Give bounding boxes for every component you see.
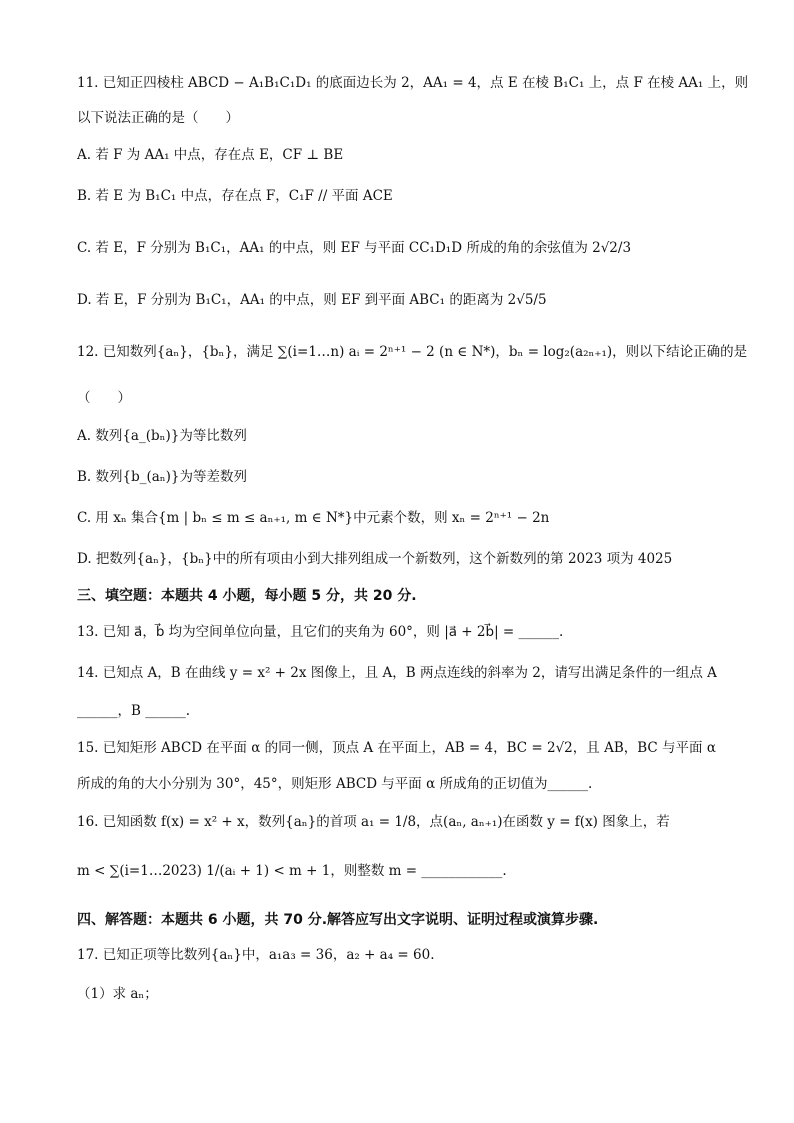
q11-stem-line1: 11. 已知正四棱柱 ABCD − A₁B₁C₁D₁ 的底面边长为 2，AA₁ = 4，点 E 在棱 B₁C₁ 上，点 F 在棱 AA₁ 上，则 bbox=[77, 75, 749, 91]
q12-option-b: B. 数列{b_(aₙ)}为等差数列 bbox=[77, 469, 247, 485]
q11-stem-line2: 以下说法正确的是（ ） bbox=[77, 110, 239, 126]
q16-line2: m < ∑(i=1…2023) 1/(aᵢ + 1) < m + 1，则整数 m = ____________. bbox=[77, 863, 507, 879]
q17-part1: （1）求 aₙ； bbox=[77, 986, 158, 1002]
q11-option-c: C. 若 E，F 分别为 B₁C₁，AA₁ 的中点，则 EF 与平面 CC₁D₁D 所成的角的余弦值为 2√2/3 bbox=[77, 240, 632, 256]
q15-line1: 15. 已知矩形 ABCD 在平面 α 的同一侧，顶点 A 在平面上，AB = 4，BC = 2√2，且 AB，BC 与平面 α bbox=[77, 740, 716, 756]
q16-line1: 16. 已知函数 f(x) = x² + x，数列{aₙ}的首项 a₁ = 1/8，点(aₙ, aₙ₊₁)在函数 y = f(x) 图象上，若 bbox=[77, 814, 670, 830]
q12-stem-line1: 12. 已知数列{aₙ}，{bₙ}，满足 ∑(i=1…n) aᵢ = 2ⁿ⁺¹ − 2 (n ∈ N*)，bₙ = log₂(a₂ₙ₊₁)，则以下结论正确的是 bbox=[77, 344, 748, 360]
q12-stem-line2: （ ） bbox=[77, 390, 131, 406]
q14-line1: 14. 已知点 A，B 在曲线 y = x² + 2x 图像上，且 A，B 两点连线的斜率为 2，请写出满足条件的一组点 A bbox=[77, 665, 717, 681]
q11-option-a: A. 若 F 为 AA₁ 中点，存在点 E，CF ⊥ BE bbox=[77, 147, 344, 163]
q17-stem: 17. 已知正项等比数列{aₙ}中，a₁a₃ = 36，a₂ + a₄ = 60. bbox=[77, 947, 435, 963]
q14-line2: ______，B ______. bbox=[77, 703, 191, 719]
q11-option-b: B. 若 E 为 B₁C₁ 中点，存在点 F，C₁F // 平面 ACE bbox=[77, 188, 393, 204]
q12-option-a: A. 数列{a_(bₙ)}为等比数列 bbox=[77, 428, 247, 444]
section-4-heading: 四、解答题：本题共 6 小题，共 70 分.解答应写出文字说明、证明过程或演算步骤. bbox=[77, 912, 599, 928]
q15-line2: 所成的角的大小分别为 30°，45°，则矩形 ABCD 与平面 α 所成角的正切值为______. bbox=[77, 776, 593, 792]
q12-option-d: D. 把数列{aₙ}，{bₙ}中的所有项由小到大排列组成一个新数列，这个新数列的第 2023 项为 4025 bbox=[77, 551, 673, 567]
q13-text: 13. 已知 a⃗，b⃗ 均为空间单位向量，且它们的夹角为 60°，则 |a⃗ + 2b⃗| = ______. bbox=[77, 624, 564, 640]
section-3-heading: 三、填空题：本题共 4 小题，每小题 5 分，共 20 分. bbox=[77, 588, 417, 604]
q11-option-d: D. 若 E，F 分别为 B₁C₁，AA₁ 的中点，则 EF 到平面 ABC₁ 的距离为 2√5/5 bbox=[77, 292, 547, 308]
q12-option-c: C. 用 xₙ 集合{m | bₙ ≤ m ≤ aₙ₊₁, m ∈ N*}中元素个数，则 xₙ = 2ⁿ⁺¹ − 2n bbox=[77, 510, 550, 526]
